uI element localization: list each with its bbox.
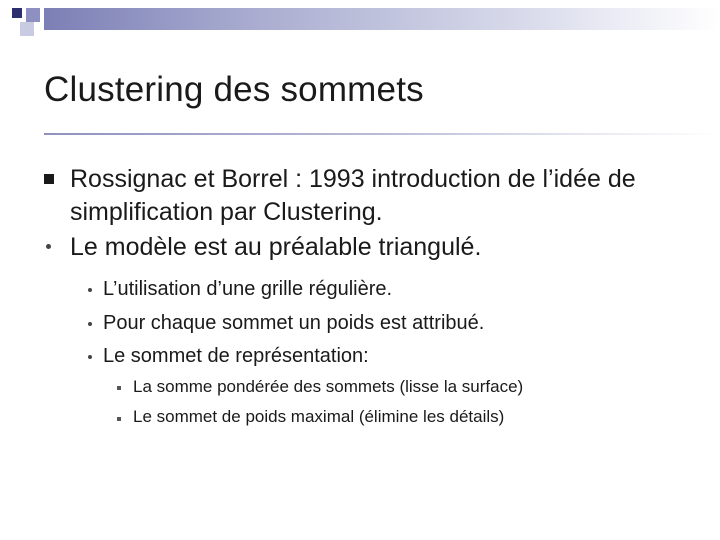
sub-bullet-item-2: Pour chaque sommet un poids est attribué.	[103, 312, 485, 334]
header-gradient-strip	[44, 8, 720, 30]
sub-sub-bullet-item-2: Le sommet de poids maximal (élimine les détails)	[133, 407, 505, 426]
small-square-bullet-icon	[117, 417, 121, 421]
slide-title: Clustering des sommets	[44, 70, 424, 109]
decor-square-light	[20, 22, 34, 36]
dot-bullet-icon	[88, 322, 92, 326]
dot-bullet-icon	[46, 244, 51, 249]
square-bullet-icon	[44, 174, 54, 184]
bullet-item-2: Le modèle est au préalable triangulé.	[70, 233, 482, 261]
decor-square-dark	[12, 8, 22, 18]
dot-bullet-icon	[88, 288, 92, 292]
sub-sub-bullet-item-1: La somme pondérée des sommets (lisse la surface)	[133, 377, 524, 396]
sub-bullet-item-1: L’utilisation d’une grille régulière.	[103, 278, 393, 300]
small-square-bullet-icon	[117, 386, 121, 390]
dot-bullet-icon	[88, 355, 92, 359]
title-underline	[44, 133, 720, 135]
header-decoration	[0, 0, 720, 40]
decor-square-mid	[26, 8, 40, 22]
bullet-item-1: Rossignac et Borrel : 1993 introduction de l’idée de simplification par Clustering.	[70, 165, 636, 226]
sub-bullet-item-3: Le sommet de représentation:	[103, 345, 369, 367]
